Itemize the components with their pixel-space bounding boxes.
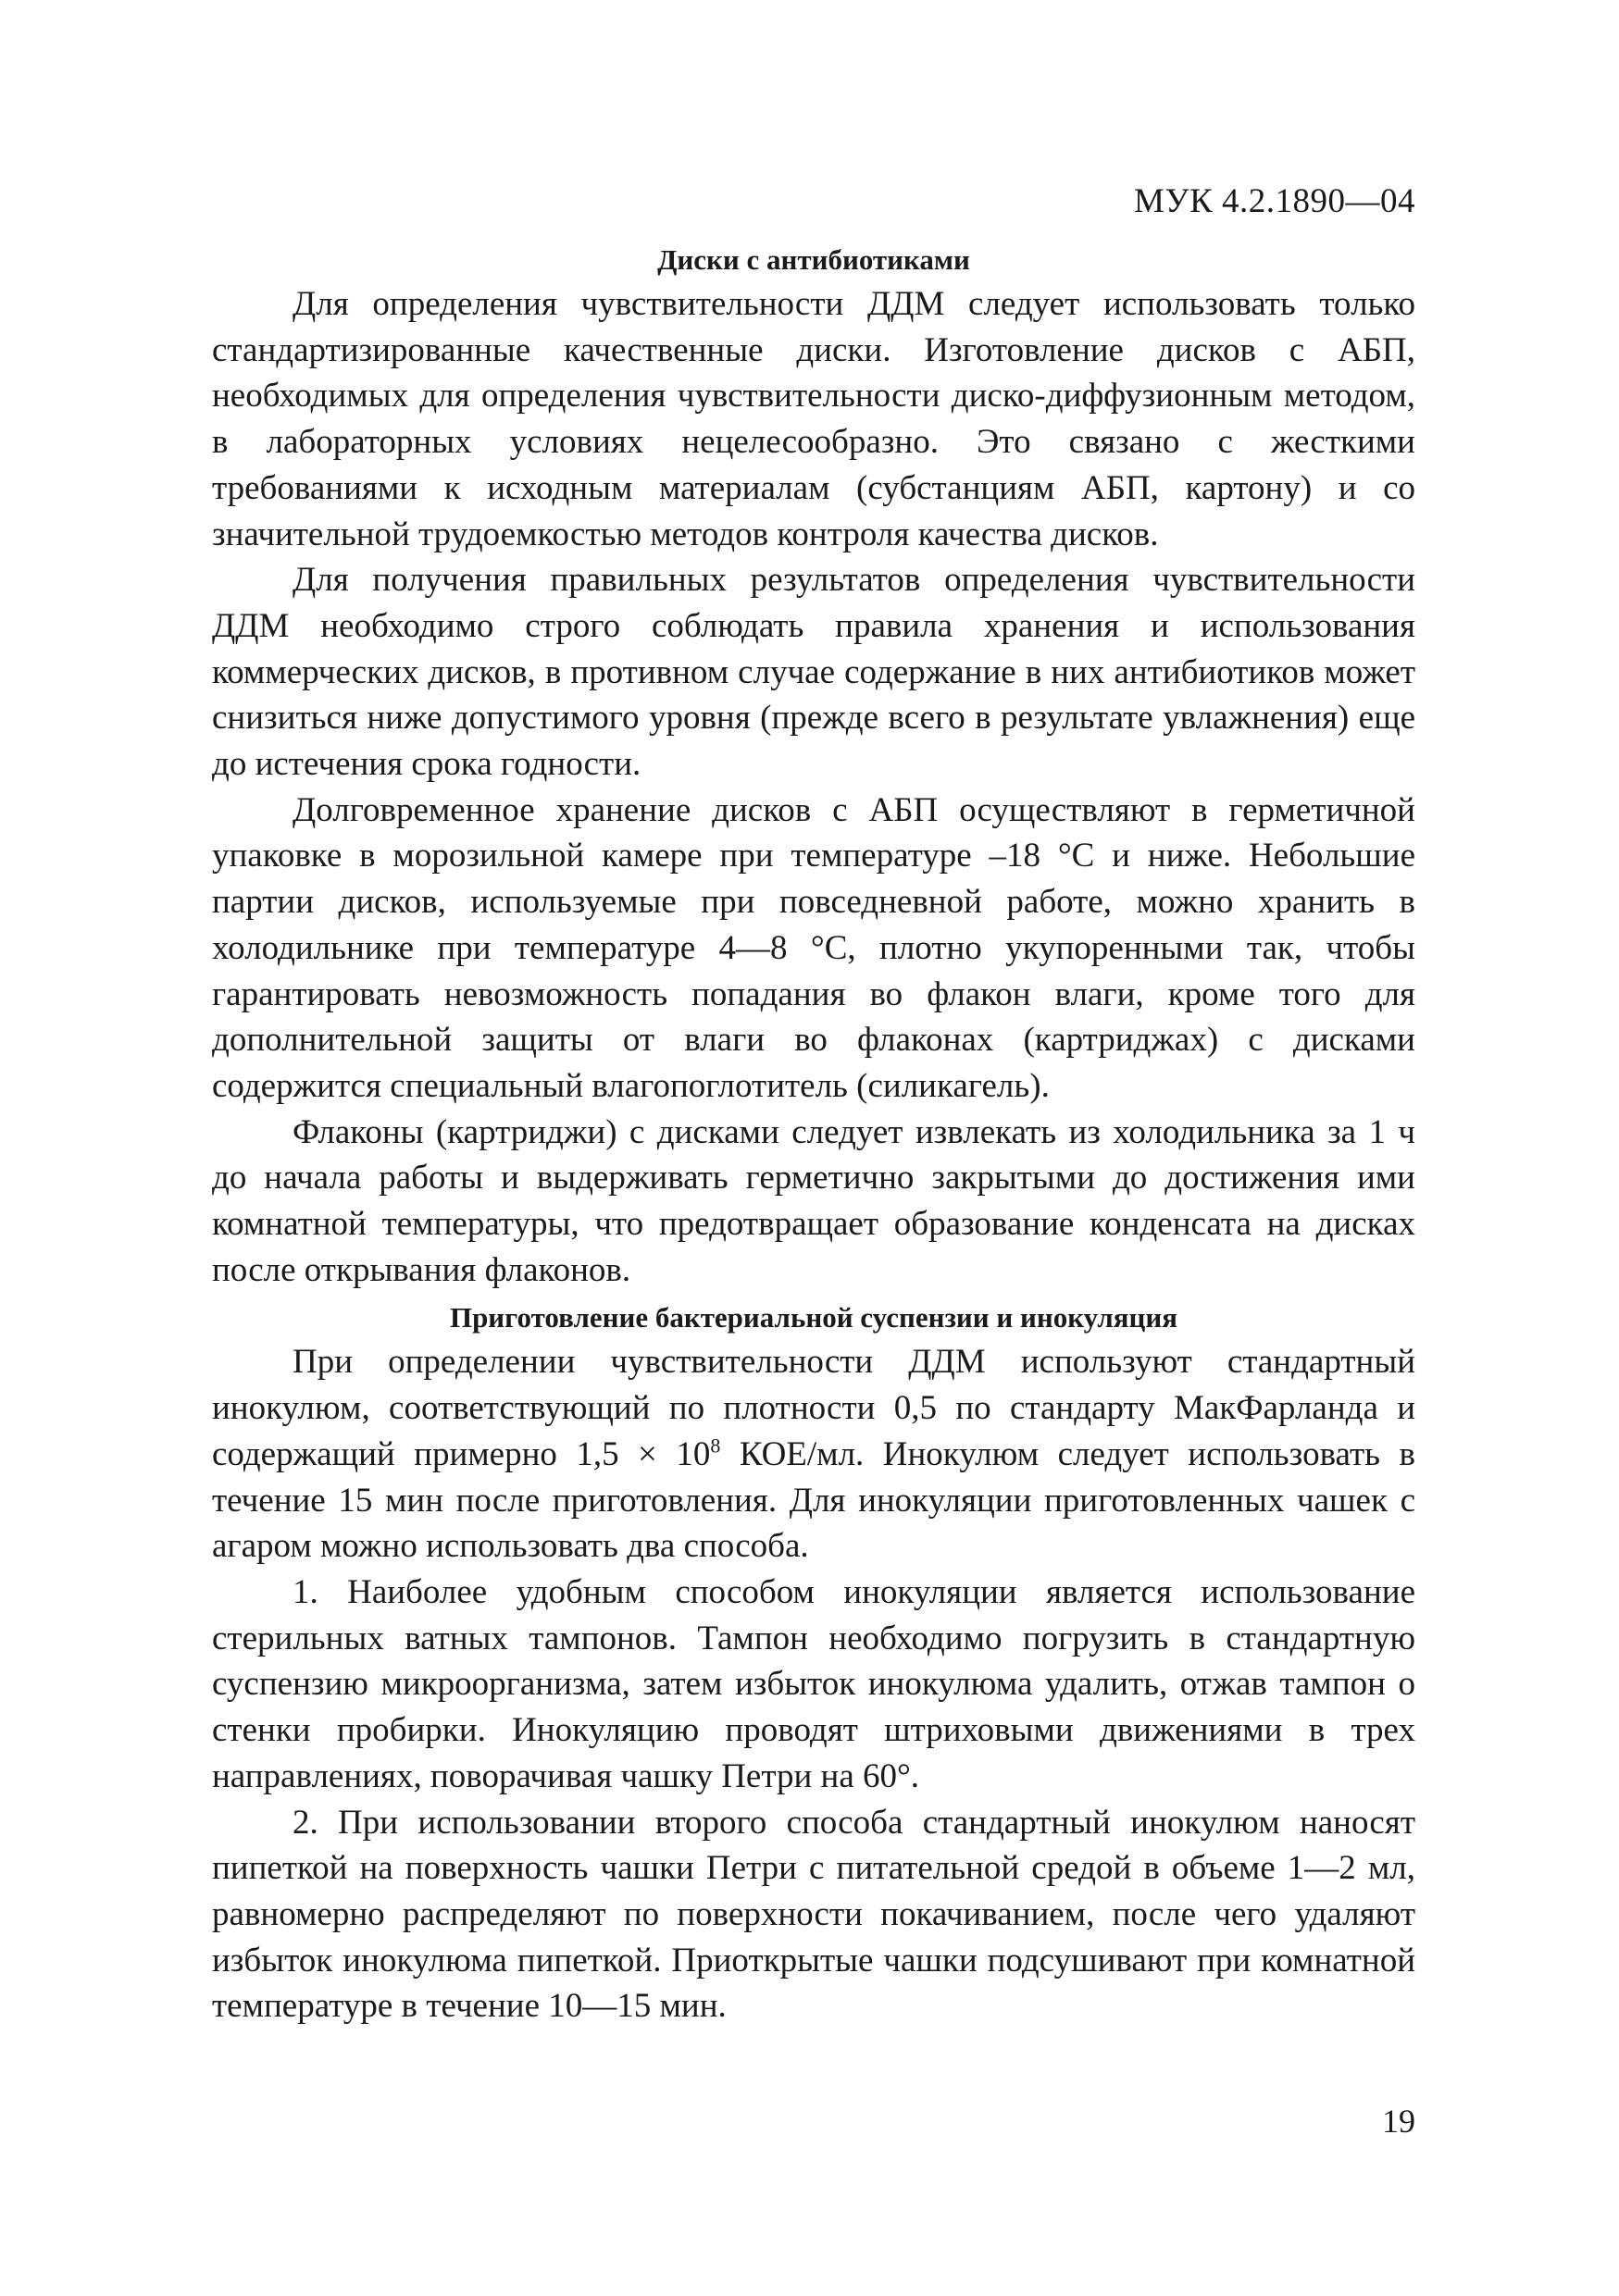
page-number: 19	[1382, 2103, 1415, 2140]
paragraph: Для определения чувствительности ДДМ следует использовать только стандартизированные качественные диски. Изготовление дисков с АБП, необходимых для определения чувствительности диско-диффузионным методом, в лабораторных условиях нецелесообразно. Это связано с жесткими требованиями к исходным материалам (субстанциям АБП, картону) и со значительной трудоемкостью методов контроля качества дисков.	[212, 285, 1415, 553]
paragraph-text: КОЕ/мл. Инокулюм следует использовать в течение 15 мин после приготовления. Для инокуляции приготовленных чашек с агаром можно использовать два способа.	[212, 1434, 1415, 1566]
paragraph-method-1: 1. Наиболее удобным способом инокуляции является использование стерильных ватных тампонов. Тампон необходимо погрузить в стандартную суспензию микроорганизма, затем избыток инокулюма удалить, отжав тампон о стенки пробирки. Инокуляцию проводят штриховыми движениями в трех направлениях, поворачивая чашку Петри на 60°.	[212, 1572, 1415, 1795]
paragraph: Флаконы (картриджи) с дисками следует извлекать из холодильника за 1 ч до начала работы и выдерживать герметично закрытыми до достижения ими комнатной температуры, что предотвращает образование конденсата на дисках после открывания флаконов.	[212, 1112, 1415, 1289]
paragraph-text: При определении чувствительности ДДМ используют стандартный инокулюм, соответствующий по плотности 0,5 по стандарту МакФарланда и содержащий примерно 1,5 × 10	[212, 1343, 1415, 1473]
paragraph: Для получения правильных результатов определения чувствительности ДДМ необходимо строго соблюдать правила хранения и использования коммерческих дисков, в противном случае содержание в них антибиотиков может снизиться ниже допустимого уровня (прежде всего в результате увлажнения) еще до истечения срока годности.	[212, 561, 1415, 784]
document-code-header: МУК 4.2.1890—04	[1133, 182, 1415, 220]
section-heading-antibiotic-discs: Диски с антибиотиками	[657, 243, 970, 276]
section-heading-suspension-inoculation: Приготовление бактериальной суспензии и инокуляция	[449, 1301, 1178, 1334]
exponent: 8	[710, 1433, 721, 1458]
paragraph-method-2: 2. При использовании второго способа стандартный инокулюм наносят пипеткой на поверхность чашки Петри с питательной средой в объеме 1—2 мл, равномерно распределяют по поверхности покачиванием, после чего удаляют избыток инокулюма пипеткой. Приоткрытые чашки подсушивают при комнатной температуре в течение 10—15 мин.	[212, 1803, 1415, 2026]
paragraph: Долговременное хранение дисков с АБП осуществляют в герметичной упаковке в морозильной камере при температуре –18 °С и ниже. Небольшие партии дисков, используемые при повседневной работе, можно хранить в холодильнике при температуре 4—8 °С, плотно укупоренными так, чтобы гарантировать невозможность попадания во флакон влаги, кроме того для дополнительной защиты от влаги во флаконах (картриджах) с дисками содержится специальный влагопоглотитель (силикагель).	[212, 790, 1415, 1105]
document-page	[212, 181, 1415, 2029]
paragraph-inoculum-standard	[212, 1339, 1415, 1570]
